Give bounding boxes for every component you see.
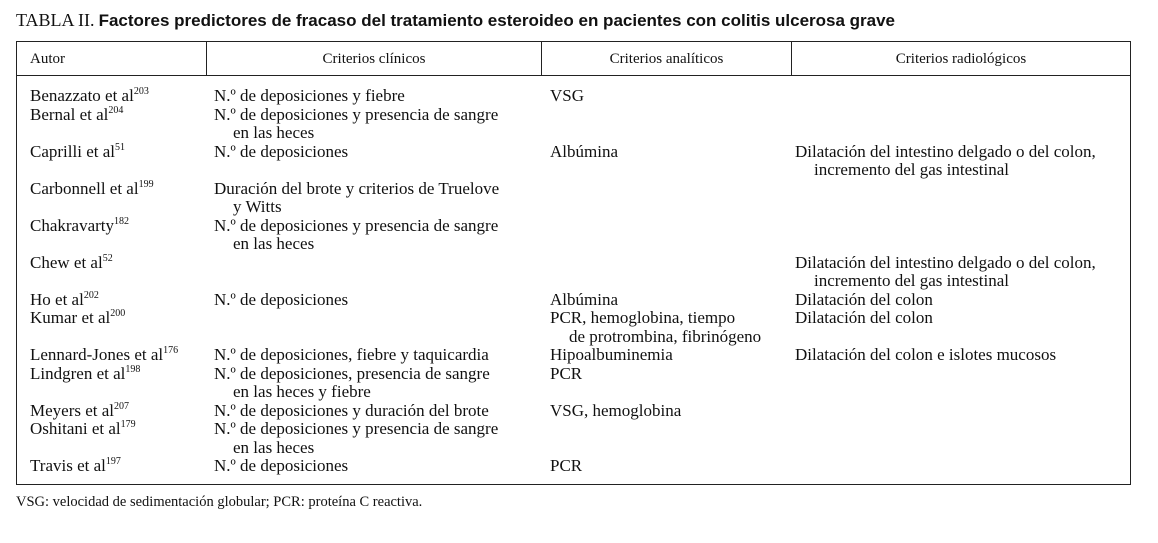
author-name: Oshitani et al bbox=[30, 419, 121, 438]
cell-line: Duración del brote y criterios de Truelove bbox=[214, 178, 500, 198]
table-row bbox=[17, 143, 1130, 180]
cell-autor bbox=[30, 106, 123, 128]
author-name: Lennard-Jones et al bbox=[30, 345, 164, 364]
cell-criterios-clinicos bbox=[214, 291, 348, 310]
cell-line: N.º de deposiciones y duración del brote bbox=[214, 400, 489, 420]
cell-autor bbox=[30, 143, 125, 165]
cell-criterios-clinicos bbox=[214, 346, 489, 365]
reference-number: 200 bbox=[110, 308, 126, 319]
cell-line: PCR bbox=[550, 363, 583, 383]
cell-line: N.º de deposiciones bbox=[214, 289, 349, 309]
cell-line: Albúmina bbox=[550, 289, 618, 309]
table-row bbox=[17, 365, 1130, 402]
cell-criterios-clinicos bbox=[214, 365, 490, 402]
cell-criterios-analiticos bbox=[550, 365, 582, 384]
table-row bbox=[17, 420, 1130, 457]
reference-number: 203 bbox=[133, 86, 149, 97]
reference-number: 52 bbox=[102, 252, 113, 264]
cell-autor bbox=[30, 309, 125, 331]
table-body bbox=[17, 87, 1130, 476]
author-name: Travis et al bbox=[30, 456, 106, 475]
cell-line: en las heces y fiebre bbox=[233, 382, 371, 401]
cell-autor bbox=[30, 365, 140, 387]
cell-criterios-clinicos bbox=[214, 420, 498, 457]
cell-line: Dilatación del colon e islotes mucosos bbox=[795, 345, 1057, 364]
reference-number: 182 bbox=[114, 215, 130, 227]
table-row bbox=[17, 180, 1130, 217]
cell-criterios-clinicos bbox=[214, 87, 405, 106]
cell-line: N.º de deposiciones bbox=[214, 141, 349, 161]
cell-line: N.º de deposiciones y fiebre bbox=[214, 86, 405, 105]
cell-line: VSG bbox=[550, 86, 585, 105]
author-name: Meyers et al bbox=[30, 400, 115, 420]
cell-line: N.º de deposiciones y presencia de sangre bbox=[214, 215, 499, 235]
cell-line: PCR bbox=[550, 456, 583, 475]
cell-criterios-radiologicos bbox=[795, 143, 1096, 180]
author-name: Bernal et al bbox=[30, 104, 109, 124]
cell-line: de protrombina, fibrinógeno bbox=[569, 326, 762, 346]
reference-number: 198 bbox=[125, 363, 141, 375]
cell-criterios-clinicos bbox=[214, 457, 348, 476]
cell-line: N.º de deposiciones, fiebre y taquicardia bbox=[214, 345, 489, 364]
table-row bbox=[17, 402, 1130, 421]
author-name: Chew et al bbox=[30, 252, 103, 272]
cell-line: en las heces bbox=[233, 234, 315, 253]
reference-number: 199 bbox=[138, 178, 154, 190]
header-criterios-radiologicos: Criterios radiológicos bbox=[895, 51, 1027, 67]
reference-number: 204 bbox=[108, 104, 124, 116]
data-table bbox=[16, 41, 1131, 485]
table-header bbox=[17, 42, 1130, 76]
table-row bbox=[17, 87, 1130, 106]
cell-line: Dilatación del colon bbox=[795, 289, 933, 309]
author-name: Benazzato et al bbox=[30, 86, 134, 105]
author-name: Lindgren et al bbox=[30, 363, 126, 383]
table-number: TABLA II. bbox=[16, 10, 95, 30]
cell-line: N.º de deposiciones y presencia de sangre bbox=[214, 104, 499, 124]
cell-criterios-analiticos bbox=[550, 143, 618, 162]
cell-criterios-analiticos bbox=[550, 291, 618, 310]
cell-criterios-radiologicos bbox=[795, 346, 1056, 365]
reference-number: 179 bbox=[120, 419, 136, 430]
cell-autor bbox=[30, 420, 136, 442]
cell-criterios-clinicos bbox=[214, 217, 498, 254]
header-criterios-clinicos: Criterios clínicos bbox=[207, 42, 542, 75]
table-row bbox=[17, 309, 1130, 346]
cell-line: Dilatación del intestino delgado o del colon, bbox=[795, 252, 1096, 272]
cell-criterios-analiticos bbox=[550, 87, 584, 106]
author-name: Kumar et al bbox=[30, 308, 111, 327]
reference-number: 51 bbox=[114, 141, 125, 153]
cell-line: N.º de deposiciones bbox=[214, 456, 349, 475]
cell-criterios-radiologicos bbox=[795, 309, 933, 328]
author-name: Chakravarty bbox=[30, 215, 115, 235]
cell-criterios-clinicos bbox=[214, 402, 489, 421]
reference-number: 176 bbox=[163, 345, 179, 356]
cell-autor bbox=[30, 180, 154, 202]
cell-criterios-clinicos bbox=[214, 143, 348, 162]
cell-criterios-clinicos bbox=[214, 106, 498, 143]
table-row bbox=[17, 217, 1130, 254]
table-row bbox=[17, 291, 1130, 310]
cell-line: N.º de deposiciones y presencia de sangre bbox=[214, 419, 499, 438]
cell-line: VSG, hemoglobina bbox=[550, 400, 682, 420]
reference-number: 202 bbox=[83, 289, 99, 301]
cell-line: incremento del gas intestinal bbox=[814, 271, 1009, 290]
header-autor: Autor bbox=[17, 42, 207, 75]
cell-line: y Witts bbox=[233, 197, 282, 216]
cell-line: en las heces bbox=[233, 437, 315, 457]
table-footnote: VSG: velocidad de sedimentación globular; PCR: proteína C reactiva. bbox=[16, 494, 423, 510]
cell-criterios-analiticos bbox=[550, 309, 761, 346]
author-name: Caprilli et al bbox=[30, 141, 115, 161]
table-row bbox=[17, 106, 1130, 143]
table-title bbox=[16, 10, 895, 31]
cell-line: Dilatación del colon bbox=[795, 308, 933, 327]
table-row bbox=[17, 254, 1130, 291]
table-row bbox=[17, 457, 1130, 476]
cell-criterios-analiticos bbox=[550, 346, 673, 365]
cell-line: Dilatación del intestino delgado o del colon, bbox=[795, 141, 1096, 161]
reference-number: 207 bbox=[114, 400, 130, 412]
cell-autor bbox=[30, 457, 121, 479]
cell-criterios-analiticos bbox=[550, 457, 582, 476]
cell-criterios-analiticos bbox=[550, 402, 681, 421]
reference-number: 197 bbox=[105, 456, 121, 467]
cell-line: N.º de deposiciones, presencia de sangre bbox=[214, 363, 490, 383]
cell-criterios-radiologicos bbox=[795, 254, 1096, 291]
cell-autor bbox=[30, 254, 113, 276]
cell-line: Albúmina bbox=[550, 141, 618, 161]
author-name: Ho et al bbox=[30, 289, 84, 309]
cell-line: incremento del gas intestinal bbox=[814, 160, 1009, 179]
table-row bbox=[17, 346, 1130, 365]
table-caption: Factores predictores de fracaso del tratamiento esteroideo en pacientes con colitis ulcerosa grave bbox=[98, 11, 896, 30]
cell-autor bbox=[30, 217, 129, 239]
cell-line: Hipoalbuminemia bbox=[550, 345, 673, 364]
header-criterios-analiticos: Criterios analíticos bbox=[542, 42, 792, 75]
cell-line: en las heces bbox=[233, 123, 315, 142]
cell-criterios-radiologicos bbox=[795, 291, 933, 310]
cell-line: PCR, hemoglobina, tiempo bbox=[550, 308, 736, 327]
author-name: Carbonnell et al bbox=[30, 178, 139, 198]
cell-criterios-clinicos bbox=[214, 180, 499, 217]
